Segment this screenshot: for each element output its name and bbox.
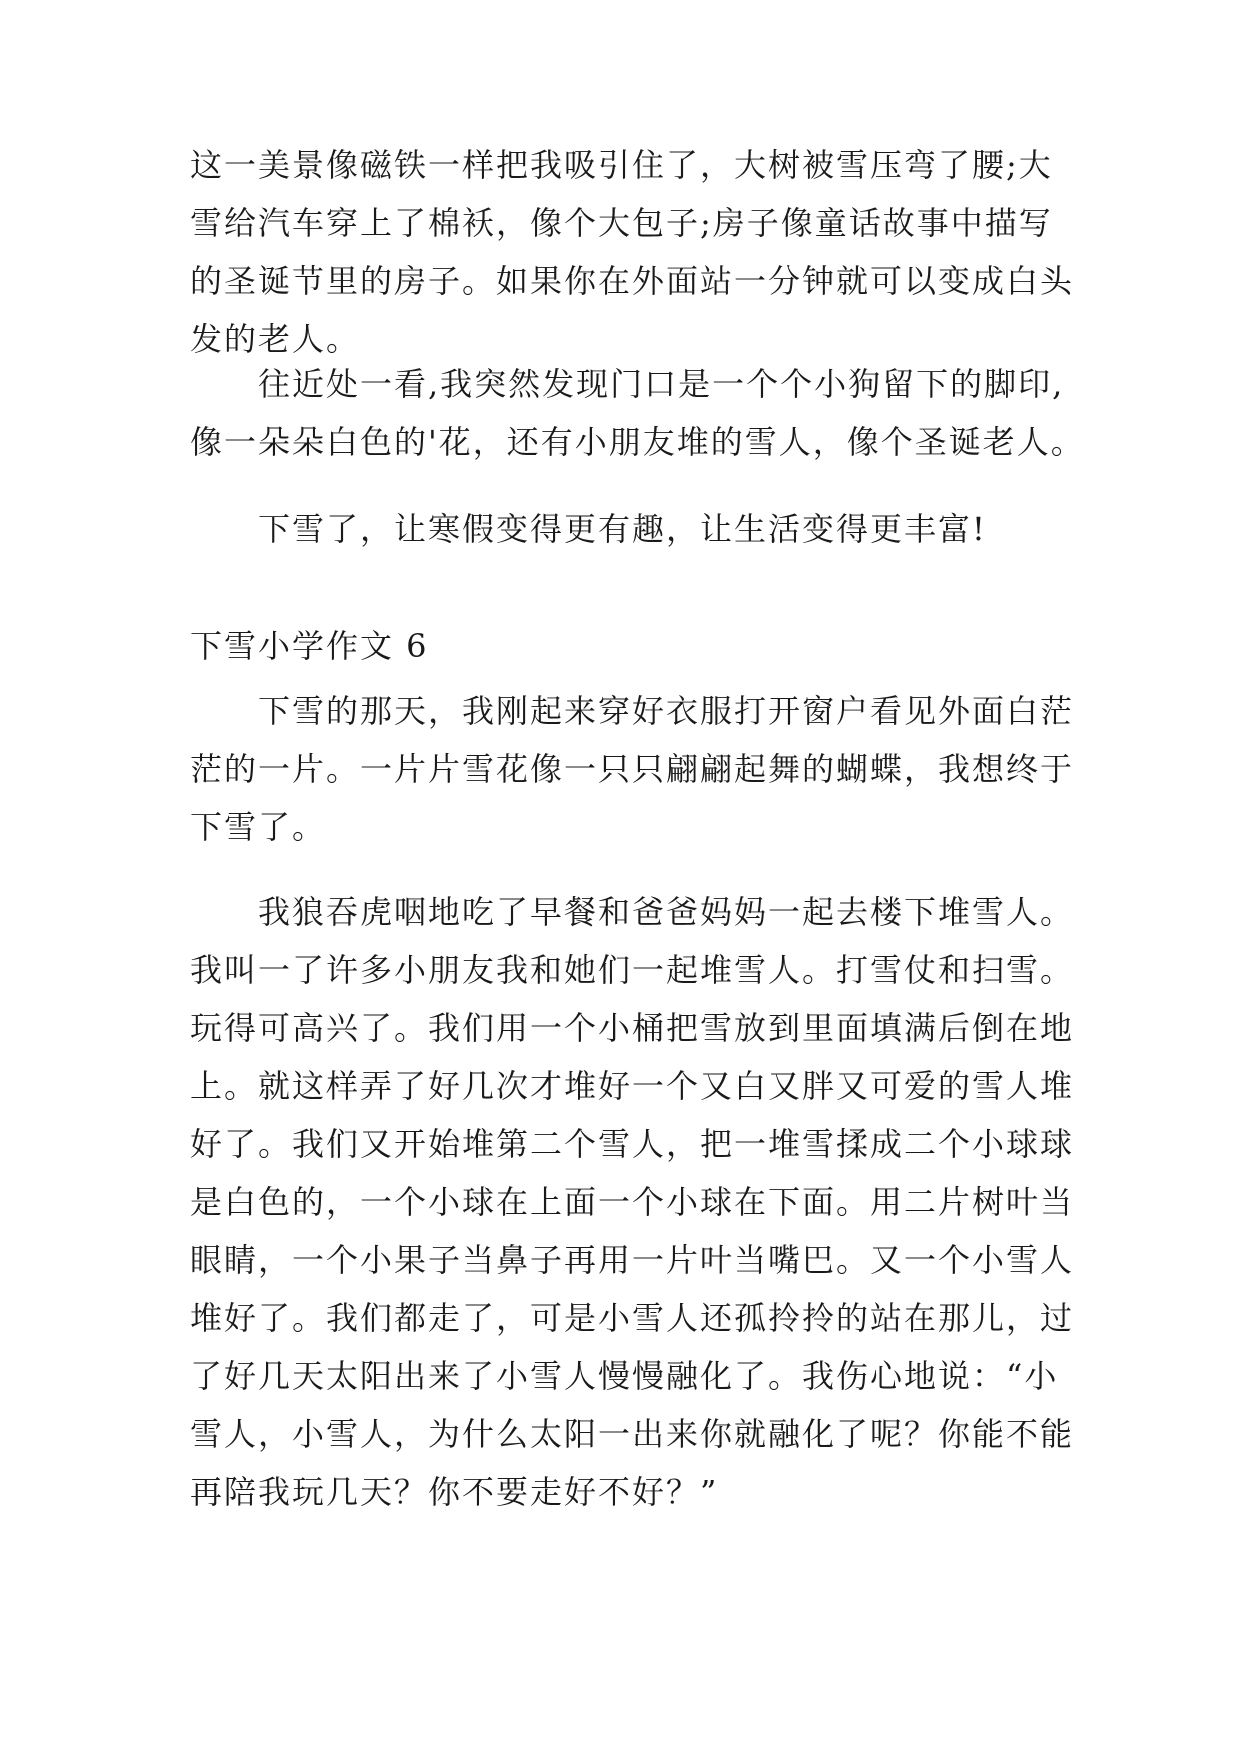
paragraph — [190, 136, 1075, 368]
paragraph — [190, 355, 1085, 471]
text-line: 再陪我玩几天？你不要走好不好？” — [190, 1473, 719, 1511]
text-line: 了好几天太阳出来了小雪人慢慢融化了。我伤心地说：“小 — [190, 1357, 1059, 1395]
section-title: 下雪小学作文 6 — [190, 627, 429, 665]
text-line: 茫的一片。一片片雪花像一只只翩翩起舞的蝴蝶，我想终于 — [190, 750, 1075, 788]
text-line: 玩得可高兴了。我们用一个小桶把雪放到里面填满后倒在地 — [190, 1009, 1075, 1047]
paragraph — [190, 682, 1075, 856]
text-line: 雪给汽车穿上了棉袄，像个大包子;房子像童话故事中描写 — [190, 204, 1053, 242]
text-line: 雪人，小雪人，为什么太阳一出来你就融化了呢？你能不能 — [190, 1415, 1075, 1453]
text-line: 往近处一看,我突然发现门口是一个个小狗留下的脚印, — [258, 365, 1065, 403]
text-line: 下雪了，让寒假变得更有趣，让生活变得更丰富! — [258, 510, 987, 548]
text-line: 眼睛，一个小果子当鼻子再用一片叶当嘴巴。又一个小雪人 — [190, 1241, 1075, 1279]
text-line: 是白色的，一个小球在上面一个小球在下面。用二片树叶当 — [190, 1183, 1075, 1221]
text-line: 好了。我们又开始堆第二个雪人，把一堆雪揉成二个小球球 — [190, 1125, 1075, 1163]
text-line: 像一朵朵白色的'花，还有小朋友堆的雪人，像个圣诞老人。 — [190, 423, 1085, 461]
paragraph — [190, 500, 1070, 558]
text-line: 下雪了。 — [190, 808, 327, 846]
paragraph — [190, 883, 1075, 1521]
text-line: 这一美景像磁铁一样把我吸引住了，大树被雪压弯了腰;大 — [190, 146, 1053, 184]
text-line: 我叫一了许多小朋友我和她们一起堆雪人。打雪仗和扫雪。 — [190, 951, 1075, 989]
text-line: 下雪的那天，我刚起来穿好衣服打开窗户看见外面白茫 — [258, 692, 1075, 730]
text-line: 我狼吞虎咽地吃了早餐和爸爸妈妈一起去楼下堆雪人。 — [258, 893, 1075, 931]
text-line: 上。就这样弄了好几次才堆好一个又白又胖又可爱的雪人堆 — [190, 1067, 1075, 1105]
text-line: 发的老人。 — [190, 320, 361, 358]
text-line: 的圣诞节里的房子。如果你在外面站一分钟就可以变成白头 — [190, 262, 1075, 300]
text-line: 堆好了。我们都走了，可是小雪人还孤拎拎的站在那儿，过 — [190, 1299, 1075, 1337]
